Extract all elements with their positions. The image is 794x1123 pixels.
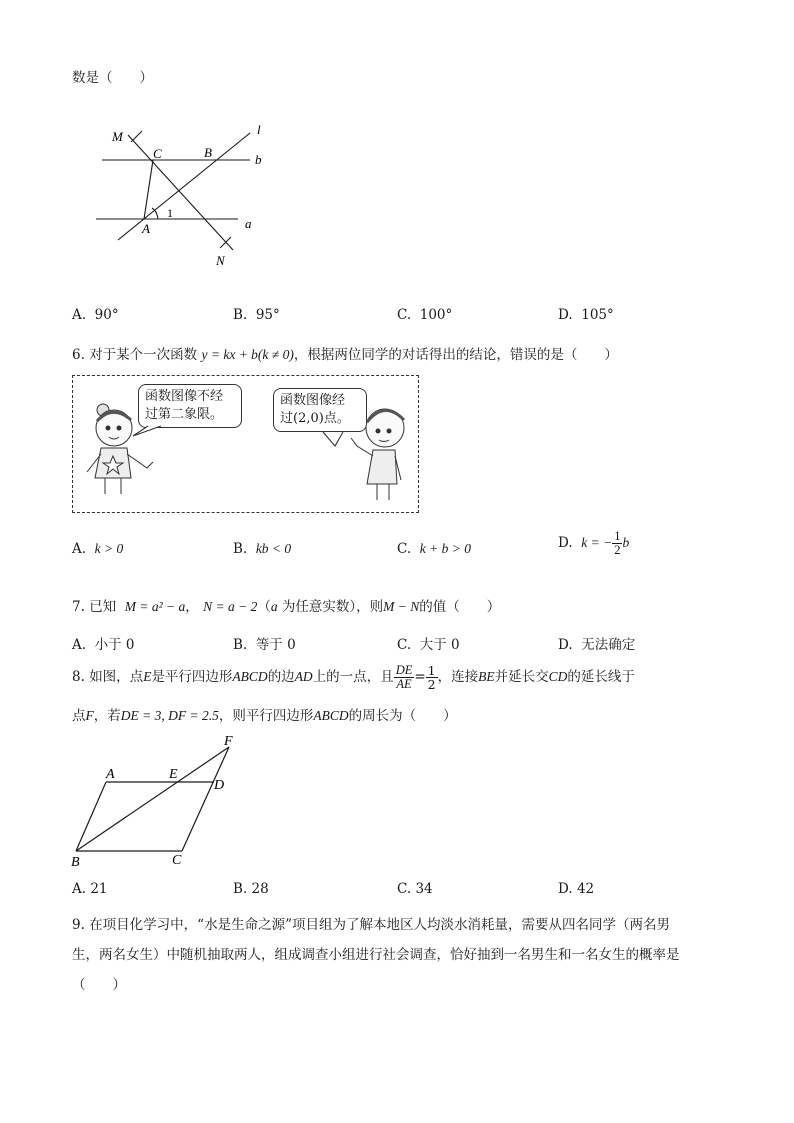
- label-a: A: [106, 767, 115, 782]
- label-c: C: [172, 853, 182, 868]
- q6-option-c: C. k + b > 0: [397, 541, 471, 557]
- label-e: E: [169, 767, 178, 782]
- label-m: M: [112, 129, 123, 144]
- q7-option-d: D. 无法确定: [558, 637, 636, 653]
- label-n: N: [216, 253, 225, 268]
- label-a-point: A: [142, 221, 150, 236]
- bubble-tail-left: [133, 426, 161, 436]
- q5-stem-tail: 数是（ ）: [72, 70, 153, 86]
- q6-option-a: A. k > 0: [72, 541, 124, 557]
- q6-stem: 6. 对于某个一次函数 y = kx + b(k ≠ 0)，根据两位同学的对话得出的结论，错误的是（ ）: [72, 347, 618, 363]
- speech-bubble-left: 函数图像不经 过第二象限。: [138, 384, 242, 428]
- label-c: C: [153, 146, 162, 161]
- q5-figure: [88, 115, 278, 275]
- q6-dialog-box: [72, 375, 419, 513]
- label-d: D: [214, 778, 225, 793]
- q8-figure: [66, 730, 256, 870]
- label-l: l: [257, 122, 261, 137]
- q9-stem-line2: 生，两名女生）中随机抽取两人，组成调查小组进行社会调查，恰好抽到一名男生和一名女生的概率是: [72, 947, 680, 963]
- boy-figure: [351, 409, 404, 500]
- q9-stem-line1: 9. 在项目化学习中，“水是生命之源”项目组为了解本地区人均淡水消耗量，需要从四名同学（两名男: [72, 917, 670, 933]
- q8-option-c: C. 34: [397, 881, 433, 897]
- girl-figure: [87, 404, 153, 494]
- q5-option-b: B. 95°: [233, 307, 280, 323]
- label-f: F: [224, 734, 233, 749]
- speech-bubble-right: 函数图像经 过(2,0)点。: [273, 388, 367, 432]
- label-a-line: a: [245, 216, 252, 231]
- label-angle-1: 1: [167, 206, 173, 220]
- q9-stem-line3: （ ）: [72, 977, 126, 993]
- q7-option-a: A. 小于 0: [72, 637, 135, 653]
- segment-ca: [144, 160, 153, 219]
- q8-option-d: D. 42: [558, 881, 595, 897]
- q7-stem: 7. 已知 M = a² − a， N = a − 2（a 为任意实数），则M − N的值（ ）: [72, 599, 501, 615]
- label-b-point: B: [204, 145, 212, 160]
- q5-option-c: C. 100°: [397, 307, 453, 323]
- q8-option-b: B. 28: [233, 881, 269, 897]
- q8-stem-line1: 8. 如图，点E是平行四边形ABCD的边AD上的一点，且 $\frac{DE}{AE}$ = $\frac{1}{2}$ ，连接BE并延长交CD的延长线于: [72, 662, 635, 692]
- line-l: [118, 133, 250, 240]
- q5-option-d: D. 105°: [558, 307, 614, 323]
- q7-option-b: B. 等于 0: [233, 637, 296, 653]
- q8-stem-line2: 点F，若DE = 3, DF = 2.5，则平行四边形ABCD的周长为（ ）: [72, 708, 457, 724]
- bubble-tail-right: [323, 432, 343, 446]
- q7-option-c: C. 大于 0: [397, 637, 460, 653]
- label-b: B: [71, 855, 80, 870]
- q6-illustration: [73, 376, 420, 514]
- arc-mark-m: [131, 131, 142, 142]
- label-b-line: b: [255, 152, 262, 167]
- q6-option-b: B. kb < 0: [233, 541, 292, 557]
- q5-option-a: A. 90°: [72, 307, 119, 323]
- q8-option-a: A. 21: [72, 881, 108, 897]
- q6-option-d: D. k = − $\frac{1}{2}$ b: [558, 529, 630, 558]
